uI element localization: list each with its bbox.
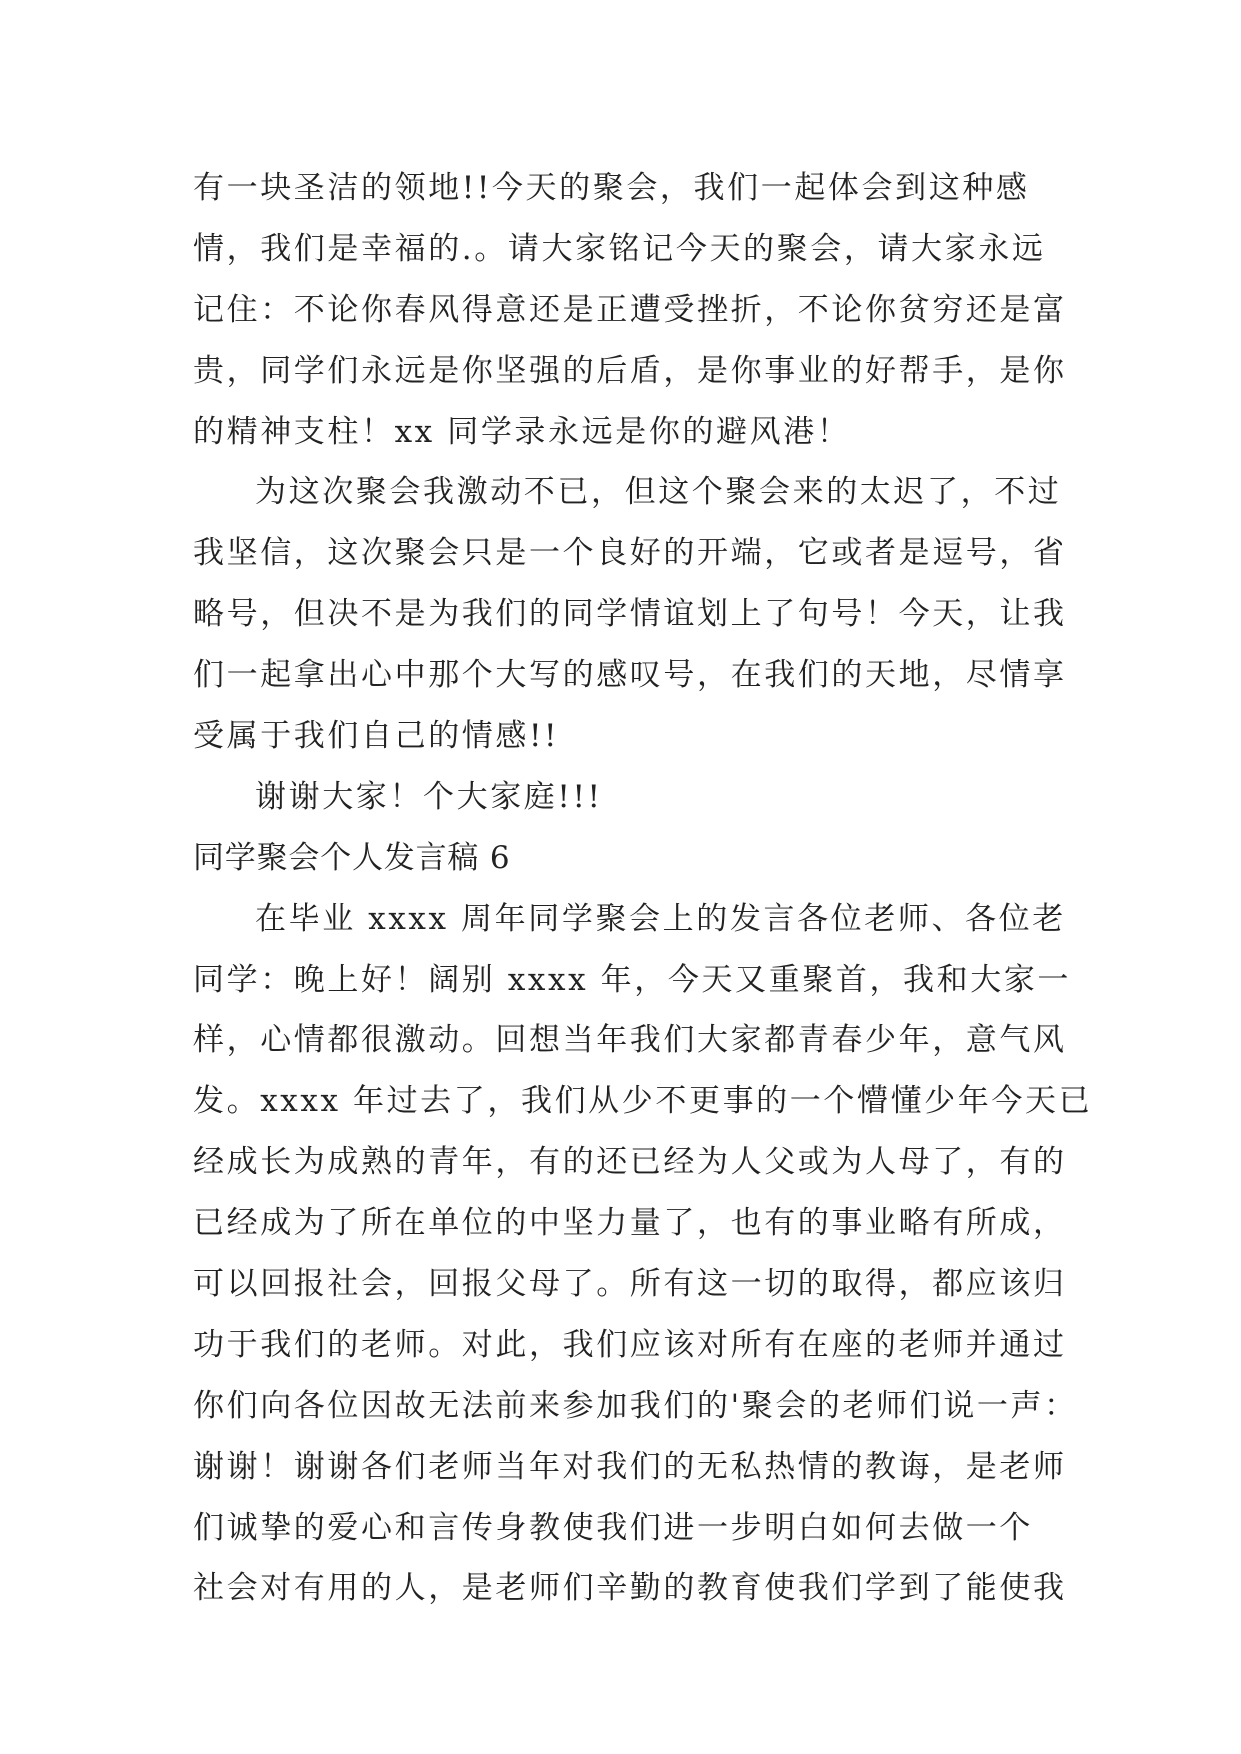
paragraph-line: 同学：晚上好！阔别 xxxx 年，今天又重聚首，我和大家一 xyxy=(193,961,1072,998)
paragraph-line: 有一块圣洁的领地!!今天的聚会，我们一起体会到这种感 xyxy=(193,170,1030,206)
paragraph-line: 谢谢大家！个大家庭!!! xyxy=(255,778,603,815)
paragraph-line: 样，心情都很激动。回想当年我们大家都青春少年，意气风 xyxy=(193,1022,1067,1059)
paragraph-line: 为这次聚会我激动不已，但这个聚会来的太迟了，不过 xyxy=(255,474,1062,511)
paragraph-line: 在毕业 xxxx 周年同学聚会上的发言各位老师、各位老 xyxy=(255,900,1066,937)
paragraph-line: 贵，同学们永远是你坚强的后盾，是你事业的好帮手，是你 xyxy=(193,352,1067,389)
paragraph-line: 功于我们的老师。对此，我们应该对所有在座的老师并通过 xyxy=(193,1326,1067,1363)
paragraph-line: 谢谢！谢谢各们老师当年对我们的无私热情的教诲，是老师 xyxy=(193,1448,1067,1485)
paragraph-line: 我坚信，这次聚会只是一个良好的开端，它或者是逗号，省 xyxy=(193,535,1067,572)
paragraph-line: 受属于我们自己的情感!! xyxy=(193,718,560,755)
paragraph-line: 已经成为了所在单位的中坚力量了，也有的事业略有所成， xyxy=(193,1205,1067,1242)
paragraph-line: 们一起拿出心中那个大写的感叹号，在我们的天地，尽情享 xyxy=(193,657,1067,694)
paragraph-line: 可以回报社会，回报父母了。所有这一切的取得，都应该归 xyxy=(193,1266,1067,1303)
section-heading: 同学聚会个人发言稿 6 xyxy=(193,839,511,876)
paragraph-line: 经成长为成熟的青年，有的还已经为人父或为人母了，有的 xyxy=(193,1144,1067,1181)
paragraph-line: 情，我们是幸福的.。请大家铭记今天的聚会，请大家永远 xyxy=(193,230,1046,267)
paragraph-line: 发。xxxx 年过去了，我们从少不更事的一个懵懂少年今天已 xyxy=(193,1083,1093,1120)
paragraph-line: 的精神支柱！xx 同学录永远是你的避风港！ xyxy=(193,413,851,450)
paragraph-line: 记住：不论你春风得意还是正遭受挫折，不论你贫穷还是富 xyxy=(193,291,1067,328)
paragraph-line: 你们向各位因故无法前来参加我们的'聚会的老师们说一声： xyxy=(193,1387,1078,1424)
paragraph-line: 略号，但决不是为我们的同学情谊划上了句号！今天，让我 xyxy=(193,596,1067,633)
paragraph-line: 社会对有用的人，是老师们辛勤的教育使我们学到了能使我 xyxy=(193,1570,1067,1607)
document-body xyxy=(193,158,1093,1619)
paragraph-line: 们诚挚的爱心和言传身教使我们进一步明白如何去做一个 xyxy=(193,1509,1033,1546)
